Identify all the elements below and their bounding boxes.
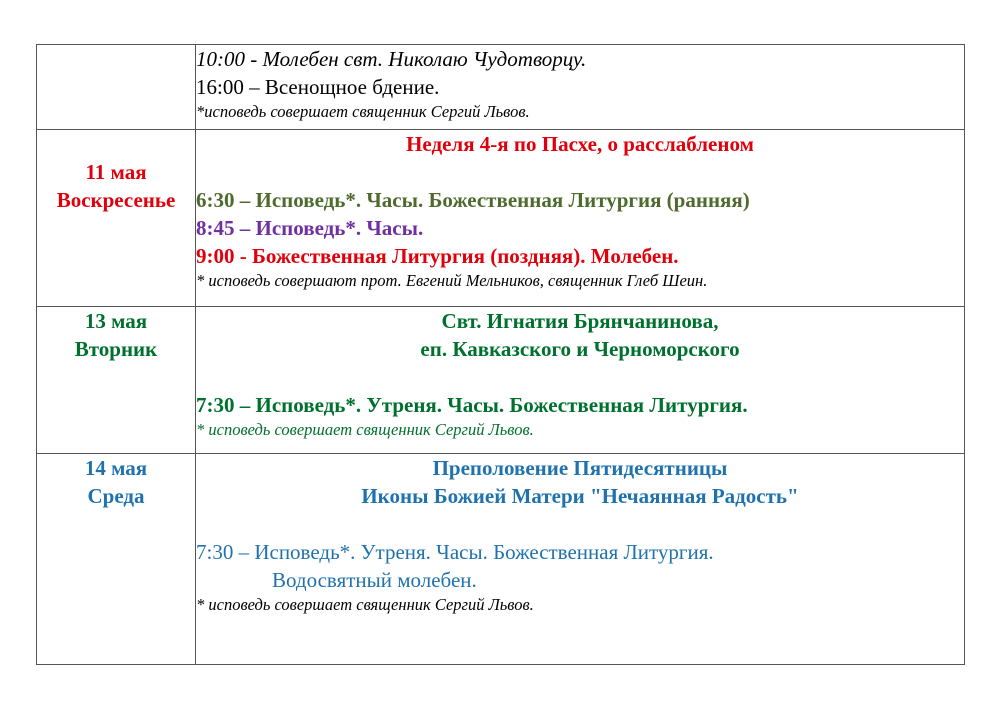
feast-title: Иконы Божией Матери "Нечаянная Радость"	[361, 484, 799, 508]
schedule-row	[37, 454, 965, 665]
weekday-label: Воскресенье	[56, 188, 176, 212]
schedule-row	[37, 130, 965, 307]
service-line: Водосвятный молебен.	[272, 568, 477, 592]
feast-title: Свт. Игнатия Брянчанинова,	[441, 309, 719, 333]
service-schedule-table	[36, 44, 965, 665]
date-cell	[37, 307, 196, 454]
feast-title: Преполовение Пятидесятницы	[432, 456, 728, 480]
service-line: 6:30 – Исповедь*. Часы. Божественная Литургия (ранняя)	[196, 188, 750, 212]
services-cell	[196, 45, 965, 130]
confession-note: *исповедь совершает священник Сергий Львов.	[196, 102, 530, 121]
weekday-label: Вторник	[74, 337, 158, 361]
date-cell	[37, 130, 196, 307]
feast-title: еп. Кавказского и Черноморского	[420, 337, 740, 361]
confession-note: * исповедь совершает священник Сергий Львов.	[196, 420, 534, 439]
schedule-row	[37, 45, 965, 130]
weekday-label: Среда	[87, 484, 145, 508]
date-label: 11 мая	[85, 160, 147, 184]
feast-title: Неделя 4-я по Пасхе, о расслабленом	[406, 132, 754, 156]
service-line: 16:00 – Всенощное бдение.	[196, 75, 440, 99]
service-line: 7:30 – Исповедь*. Утреня. Часы. Божественная Литургия.	[196, 540, 714, 564]
service-line: 8:45 – Исповедь*. Часы.	[196, 216, 424, 240]
date-label: 13 мая	[84, 309, 148, 333]
services-cell	[196, 130, 965, 307]
service-line: 7:30 – Исповедь*. Утреня. Часы. Божественная Литургия.	[196, 393, 748, 417]
service-line: 9:00 - Божественная Литургия (поздняя). Молебен.	[196, 244, 679, 268]
date-cell	[37, 454, 196, 665]
date-cell	[37, 45, 196, 130]
schedule-row	[37, 307, 965, 454]
service-line: 10:00 - Молебен свт. Николаю Чудотворцу.	[196, 47, 587, 71]
services-cell	[196, 454, 965, 665]
services-cell	[196, 307, 965, 454]
confession-note: * исповедь совершает священник Сергий Львов.	[196, 595, 534, 614]
confession-note: * исповедь совершают прот. Евгений Мельников, священник Глеб Шеин.	[196, 271, 708, 290]
date-label: 14 мая	[84, 456, 148, 480]
